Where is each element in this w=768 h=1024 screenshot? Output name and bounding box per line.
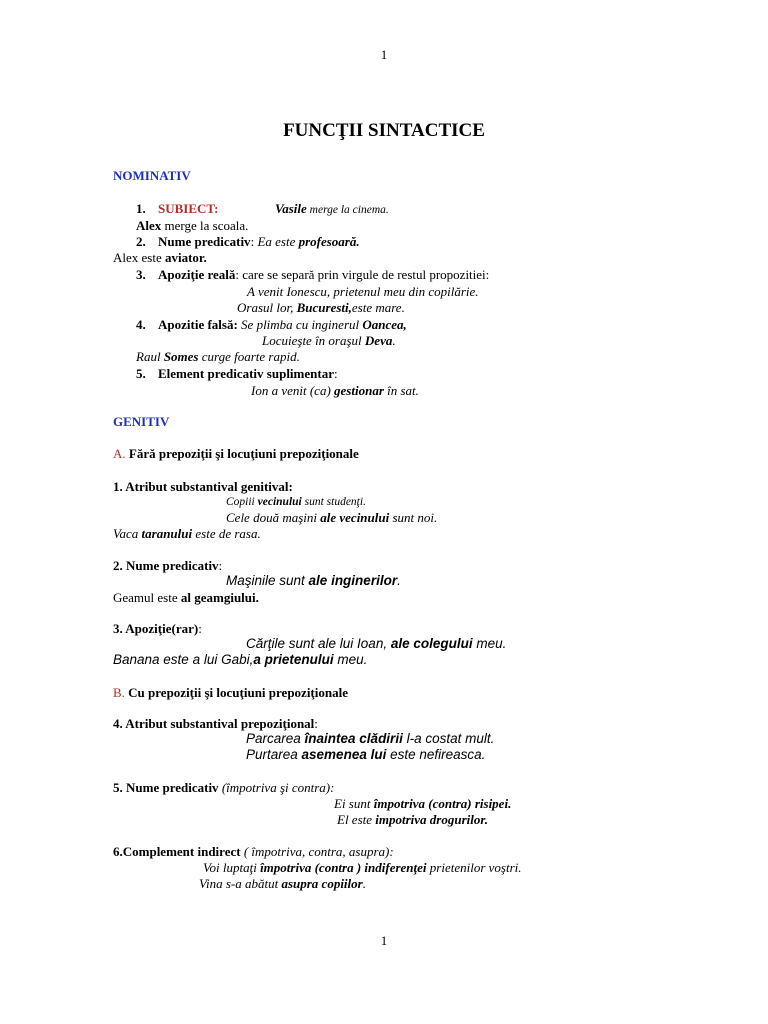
example-text: Vina s-a abătut xyxy=(199,876,282,891)
example-text: Ei sunt xyxy=(334,796,374,811)
subsection-letter: B. xyxy=(113,685,125,700)
nominativ-example-4b xyxy=(262,333,396,349)
subsection-title: Fără prepoziţii şi locuţiuni prepoziţionale xyxy=(125,446,359,461)
example-bold: al geamgiului. xyxy=(180,590,259,605)
section-title: 5. Nume predicativ xyxy=(113,780,219,795)
genitiv-title-2 xyxy=(113,558,222,574)
item-number: 4. xyxy=(136,317,146,332)
example-text: meu. xyxy=(472,636,507,651)
example-text: în sat. xyxy=(383,383,419,398)
example-text: merge la scoala. xyxy=(161,218,249,233)
genitiv-example-2b xyxy=(113,590,259,606)
genitiv-example-4b xyxy=(246,747,485,763)
section-colon: : xyxy=(198,621,202,636)
nominativ-example-3a: A venit Ionescu, prietenul meu din copilărie. xyxy=(247,284,479,299)
example-text: Se plimba cu inginerul xyxy=(237,317,363,332)
example-bold: Deva xyxy=(364,333,393,348)
example-text: Cele două maşini xyxy=(226,510,321,525)
page-number-top: 1 xyxy=(380,47,388,62)
genitiv-example-1a xyxy=(226,494,366,510)
nominativ-example-2b xyxy=(113,250,207,266)
genitiv-example-1b xyxy=(226,510,437,526)
item-label: Element predicativ suplimentar xyxy=(158,366,334,381)
subsection-letter: A. xyxy=(113,446,126,461)
subsection-title: Cu prepoziţii şi locuţiuni prepoziţionale xyxy=(124,685,348,700)
nominativ-item-4 xyxy=(136,317,407,333)
example-text: meu. xyxy=(333,652,368,667)
item-number: 1. xyxy=(136,201,146,216)
item-number: 3. xyxy=(136,267,146,282)
example-text: Maşinile sunt xyxy=(226,573,309,588)
example-bold: asupra copiilor xyxy=(281,876,363,891)
nominativ-item-3 xyxy=(136,267,489,283)
nominativ-item-1 xyxy=(136,201,218,217)
example-text: merge la cinema. xyxy=(306,204,389,216)
example-bold: profesoară. xyxy=(298,234,360,249)
example-text: . xyxy=(362,876,366,891)
example-bold: împotriva (contra) risipei. xyxy=(373,796,512,811)
nominativ-example-5 xyxy=(251,383,419,399)
subsection-a xyxy=(113,446,359,462)
example-text: Ea este xyxy=(257,234,299,249)
example-text: Parcarea xyxy=(246,731,305,746)
example-text: Vaca xyxy=(113,526,142,541)
genitiv-example-6b xyxy=(199,876,366,892)
section-title: 3. Apoziţie(rar) xyxy=(113,621,199,636)
example-text: Locuieşte în oraşul xyxy=(262,333,365,348)
example-text: Purtarea xyxy=(246,747,302,762)
example-bold: ale vecinului xyxy=(320,510,390,525)
nominativ-example-1b xyxy=(136,218,248,234)
example-text: este mare. xyxy=(351,300,405,315)
genitiv-example-6a xyxy=(203,860,522,876)
genitiv-title-1: 1. Atribut substantival genitival: xyxy=(113,479,293,494)
example-bold: asemenea lui xyxy=(301,747,387,762)
example-text: prietenilor voştri. xyxy=(426,860,522,875)
example-bold: gestionar xyxy=(334,383,384,398)
example-text: este de rasa. xyxy=(192,526,261,541)
example-bold: Alex xyxy=(136,218,162,233)
section-title: 4. Atribut substantival prepoziţional xyxy=(113,716,315,731)
example-text: Ion a venit (ca) xyxy=(251,383,335,398)
section-title: 6.Complement indirect xyxy=(113,844,241,859)
example-text: . xyxy=(397,573,401,588)
genitiv-example-4a xyxy=(246,731,494,747)
section-description: (împotriva şi contra): xyxy=(218,780,335,795)
example-text: Raul xyxy=(136,349,164,364)
item-label: Apoziţie reală xyxy=(158,267,236,282)
genitiv-example-5b xyxy=(337,812,488,828)
example-bold: ale colegului xyxy=(390,636,473,651)
genitiv-example-5a xyxy=(334,796,511,812)
page-title: FUNCŢII SINTACTICE xyxy=(283,120,485,141)
example-text: este nefireasca. xyxy=(386,747,486,762)
example-text: . xyxy=(392,333,396,348)
item-label: Apozitie falsă: xyxy=(158,317,238,332)
example-text: Cărţile sunt ale lui Ioan, xyxy=(246,636,391,651)
example-text: curge foarte rapid. xyxy=(198,349,300,364)
section-heading-nominativ: NOMINATIV xyxy=(113,168,191,183)
nominativ-item-2 xyxy=(136,234,360,250)
genitiv-title-4 xyxy=(113,716,318,732)
section-heading-genitiv: GENITIV xyxy=(113,414,170,429)
nominativ-example-1 xyxy=(275,201,389,218)
item-label: Nume predicativ xyxy=(158,234,251,249)
section-description: ( împotriva, contra, asupra): xyxy=(240,844,394,859)
example-text: sunt noi. xyxy=(389,510,438,525)
nominativ-example-4c xyxy=(136,349,300,365)
item-number: 5. xyxy=(136,366,146,381)
example-text: El este xyxy=(337,812,376,827)
section-title: 2. Nume predicativ xyxy=(113,558,219,573)
example-bold: Somes xyxy=(163,349,199,364)
item-colon: : xyxy=(250,234,258,249)
genitiv-example-2a xyxy=(226,573,401,589)
example-bold: înaintea clădirii xyxy=(304,731,403,746)
genitiv-title-5 xyxy=(113,780,334,796)
subsection-b xyxy=(113,685,348,701)
example-bold: vecinului xyxy=(257,496,302,508)
item-colon: : xyxy=(333,366,338,381)
section-colon: : xyxy=(218,558,223,573)
item-number: 2. xyxy=(136,234,146,249)
section-colon: : xyxy=(314,716,318,731)
genitiv-example-1c xyxy=(113,526,261,542)
example-bold: Vasile xyxy=(275,201,307,216)
example-bold: impotriva drogurilor. xyxy=(375,812,488,827)
example-bold: Bucuresti, xyxy=(296,300,352,315)
example-text: Orasul lor, xyxy=(237,300,297,315)
example-text: Copiii xyxy=(226,496,258,508)
genitiv-title-3 xyxy=(113,621,202,637)
item-label: SUBIECT: xyxy=(158,201,219,216)
example-text: Banana este a lui Gabi, xyxy=(113,652,254,667)
item-description: : care se separă prin virgule de restul propozitiei: xyxy=(235,267,490,282)
example-bold: a prietenului xyxy=(253,652,334,667)
example-text: Geamul este xyxy=(113,590,181,605)
example-text: l-a costat mult. xyxy=(402,731,495,746)
nominativ-example-3b xyxy=(237,300,405,316)
genitiv-example-3a xyxy=(246,636,506,652)
nominativ-item-5 xyxy=(136,366,338,382)
example-text: Alex este xyxy=(113,250,165,265)
page-number-bottom: 1 xyxy=(380,933,388,948)
example-bold: aviator. xyxy=(164,250,207,265)
example-bold: ale inginerilor xyxy=(308,573,398,588)
example-text: Voi luptaţi xyxy=(203,860,261,875)
example-bold: Oancea, xyxy=(362,317,407,332)
example-text: sunt studenţi. xyxy=(301,496,366,508)
genitiv-title-6 xyxy=(113,844,394,860)
example-bold: taranului xyxy=(141,526,193,541)
example-bold: împotriva (contra ) indiferenţei xyxy=(260,860,427,875)
genitiv-example-3b xyxy=(113,652,367,668)
